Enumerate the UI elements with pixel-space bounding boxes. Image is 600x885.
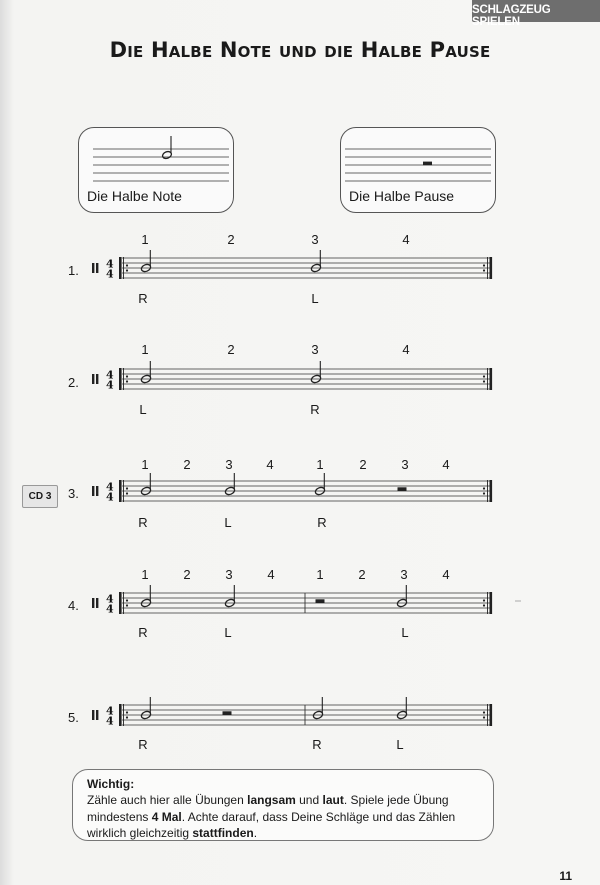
percussion-clef bbox=[96, 374, 98, 384]
sticking: L bbox=[401, 625, 409, 640]
repeat-dot bbox=[483, 604, 485, 606]
repeat-dot bbox=[483, 264, 485, 266]
repeat-dot bbox=[483, 487, 485, 489]
repeat-dot bbox=[126, 492, 128, 494]
sticking: L bbox=[224, 515, 232, 530]
count: 4 bbox=[402, 232, 410, 247]
time-signature-top: 4 bbox=[106, 704, 114, 718]
time-signature-bottom: 4 bbox=[106, 490, 114, 504]
count: 1 bbox=[141, 342, 149, 357]
time-signature-top: 4 bbox=[106, 368, 114, 382]
repeat-dot bbox=[483, 380, 485, 382]
percussion-clef bbox=[96, 486, 98, 496]
time-signature-top: 4 bbox=[106, 480, 114, 494]
time-signature-bottom: 4 bbox=[106, 602, 114, 616]
time-signature-top: 4 bbox=[106, 592, 114, 606]
half-rest-icon bbox=[398, 487, 407, 491]
repeat-thick-bar bbox=[119, 480, 122, 502]
note-text: wirklich gleichzeitig bbox=[87, 826, 193, 840]
repeat-dot bbox=[126, 269, 128, 271]
repeat-dot bbox=[126, 716, 128, 718]
count: 4 bbox=[442, 457, 450, 472]
note-heading: Wichtig: bbox=[87, 777, 135, 791]
sticking: R bbox=[310, 402, 320, 417]
repeat-dot bbox=[483, 716, 485, 718]
percussion-clef bbox=[92, 598, 94, 608]
note-emphasis: langsam bbox=[247, 793, 296, 807]
sticking: R bbox=[138, 625, 148, 640]
percussion-clef bbox=[92, 710, 94, 720]
note-text: . Spiele jede Übung bbox=[343, 793, 449, 807]
exercise-label-3: 3. bbox=[68, 486, 79, 501]
percussion-clef bbox=[92, 263, 94, 273]
section-title: SCHLAGZEUG SPIELEN bbox=[472, 4, 551, 28]
count: 3 bbox=[225, 457, 233, 472]
sticking: R bbox=[138, 515, 148, 530]
sticking: R bbox=[312, 737, 322, 752]
note-text: . Achte darauf, dass Deine Schläge und das Zählen bbox=[181, 809, 456, 824]
sticking: L bbox=[311, 291, 319, 306]
count: 3 bbox=[400, 567, 408, 582]
repeat-thick-bar bbox=[119, 257, 122, 279]
count: 4 bbox=[442, 567, 450, 582]
count: 1 bbox=[141, 232, 149, 247]
note-text: Zähle auch hier alle Übungen bbox=[87, 793, 248, 807]
count: 1 bbox=[141, 457, 149, 472]
count: 2 bbox=[183, 567, 191, 582]
count: 1 bbox=[316, 567, 324, 582]
repeat-thick-bar bbox=[490, 704, 493, 726]
sticking: L bbox=[139, 402, 147, 417]
note-text: . bbox=[253, 826, 258, 840]
repeat-thick-bar bbox=[119, 704, 122, 726]
repeat-dot bbox=[126, 375, 128, 377]
count: 1 bbox=[316, 457, 324, 472]
sticking: R bbox=[138, 737, 148, 752]
exercise-label-2: 2. bbox=[68, 375, 79, 390]
repeat-thick-bar bbox=[119, 592, 122, 614]
half-rest-icon bbox=[223, 711, 232, 715]
repeat-dot bbox=[126, 380, 128, 382]
count: 2 bbox=[227, 342, 235, 357]
page-title: Die Halbe Note und die Halbe Pause bbox=[109, 38, 491, 62]
legend-caption-half-rest: Die Halbe Pause bbox=[349, 188, 455, 204]
count: 2 bbox=[183, 457, 191, 472]
percussion-clef bbox=[96, 598, 98, 608]
time-signature-bottom: 4 bbox=[106, 378, 114, 392]
repeat-dot bbox=[483, 711, 485, 713]
sticking: R bbox=[317, 515, 327, 530]
sticking: L bbox=[396, 737, 404, 752]
percussion-clef bbox=[92, 374, 94, 384]
count: 4 bbox=[402, 342, 410, 357]
sticking: L bbox=[224, 625, 232, 640]
repeat-thick-bar bbox=[490, 480, 493, 502]
count: 4 bbox=[267, 567, 275, 582]
legend-caption-half-note: Die Halbe Note bbox=[87, 188, 182, 204]
note-body bbox=[87, 792, 487, 842]
count: 2 bbox=[359, 457, 367, 472]
repeat-dot bbox=[483, 599, 485, 601]
percussion-clef bbox=[92, 486, 94, 496]
count: 1 bbox=[141, 567, 149, 582]
repeat-dot bbox=[126, 264, 128, 266]
repeat-dot bbox=[126, 711, 128, 713]
cd-track-badge: CD 3 bbox=[22, 485, 58, 508]
repeat-thick-bar bbox=[490, 592, 493, 614]
time-signature-bottom: 4 bbox=[106, 267, 114, 281]
count: 2 bbox=[358, 567, 366, 582]
half-rest-icon bbox=[316, 599, 325, 603]
note-text: und bbox=[295, 793, 323, 807]
repeat-dot bbox=[126, 604, 128, 606]
exercise-label-1: 1. bbox=[68, 263, 79, 278]
percussion-clef bbox=[96, 710, 98, 720]
time-signature-bottom: 4 bbox=[106, 714, 114, 728]
note-emphasis: stattfinden bbox=[192, 826, 254, 840]
sticking: R bbox=[138, 291, 148, 306]
exercise-label-4: 4. bbox=[68, 598, 79, 613]
count: 3 bbox=[401, 457, 409, 472]
repeat-dot bbox=[126, 487, 128, 489]
count: 3 bbox=[311, 342, 319, 357]
repeat-dot bbox=[483, 375, 485, 377]
repeat-thick-bar bbox=[490, 257, 493, 279]
repeat-dot bbox=[483, 269, 485, 271]
count: 3 bbox=[225, 567, 233, 582]
count: 3 bbox=[311, 232, 319, 247]
repeat-dot bbox=[126, 599, 128, 601]
count: 4 bbox=[266, 457, 274, 472]
important-note bbox=[72, 769, 494, 841]
repeat-thick-bar bbox=[119, 368, 122, 390]
note-emphasis: 4 Mal bbox=[151, 809, 182, 824]
time-signature-top: 4 bbox=[106, 257, 114, 271]
page-number: 11 bbox=[559, 869, 572, 883]
repeat-thick-bar bbox=[490, 368, 493, 390]
note-emphasis: laut bbox=[322, 793, 344, 807]
percussion-clef bbox=[96, 263, 98, 273]
exercise-label-5: 5. bbox=[68, 710, 79, 725]
note-text: mindestens bbox=[87, 809, 152, 824]
repeat-dot bbox=[483, 492, 485, 494]
count: 2 bbox=[227, 232, 235, 247]
